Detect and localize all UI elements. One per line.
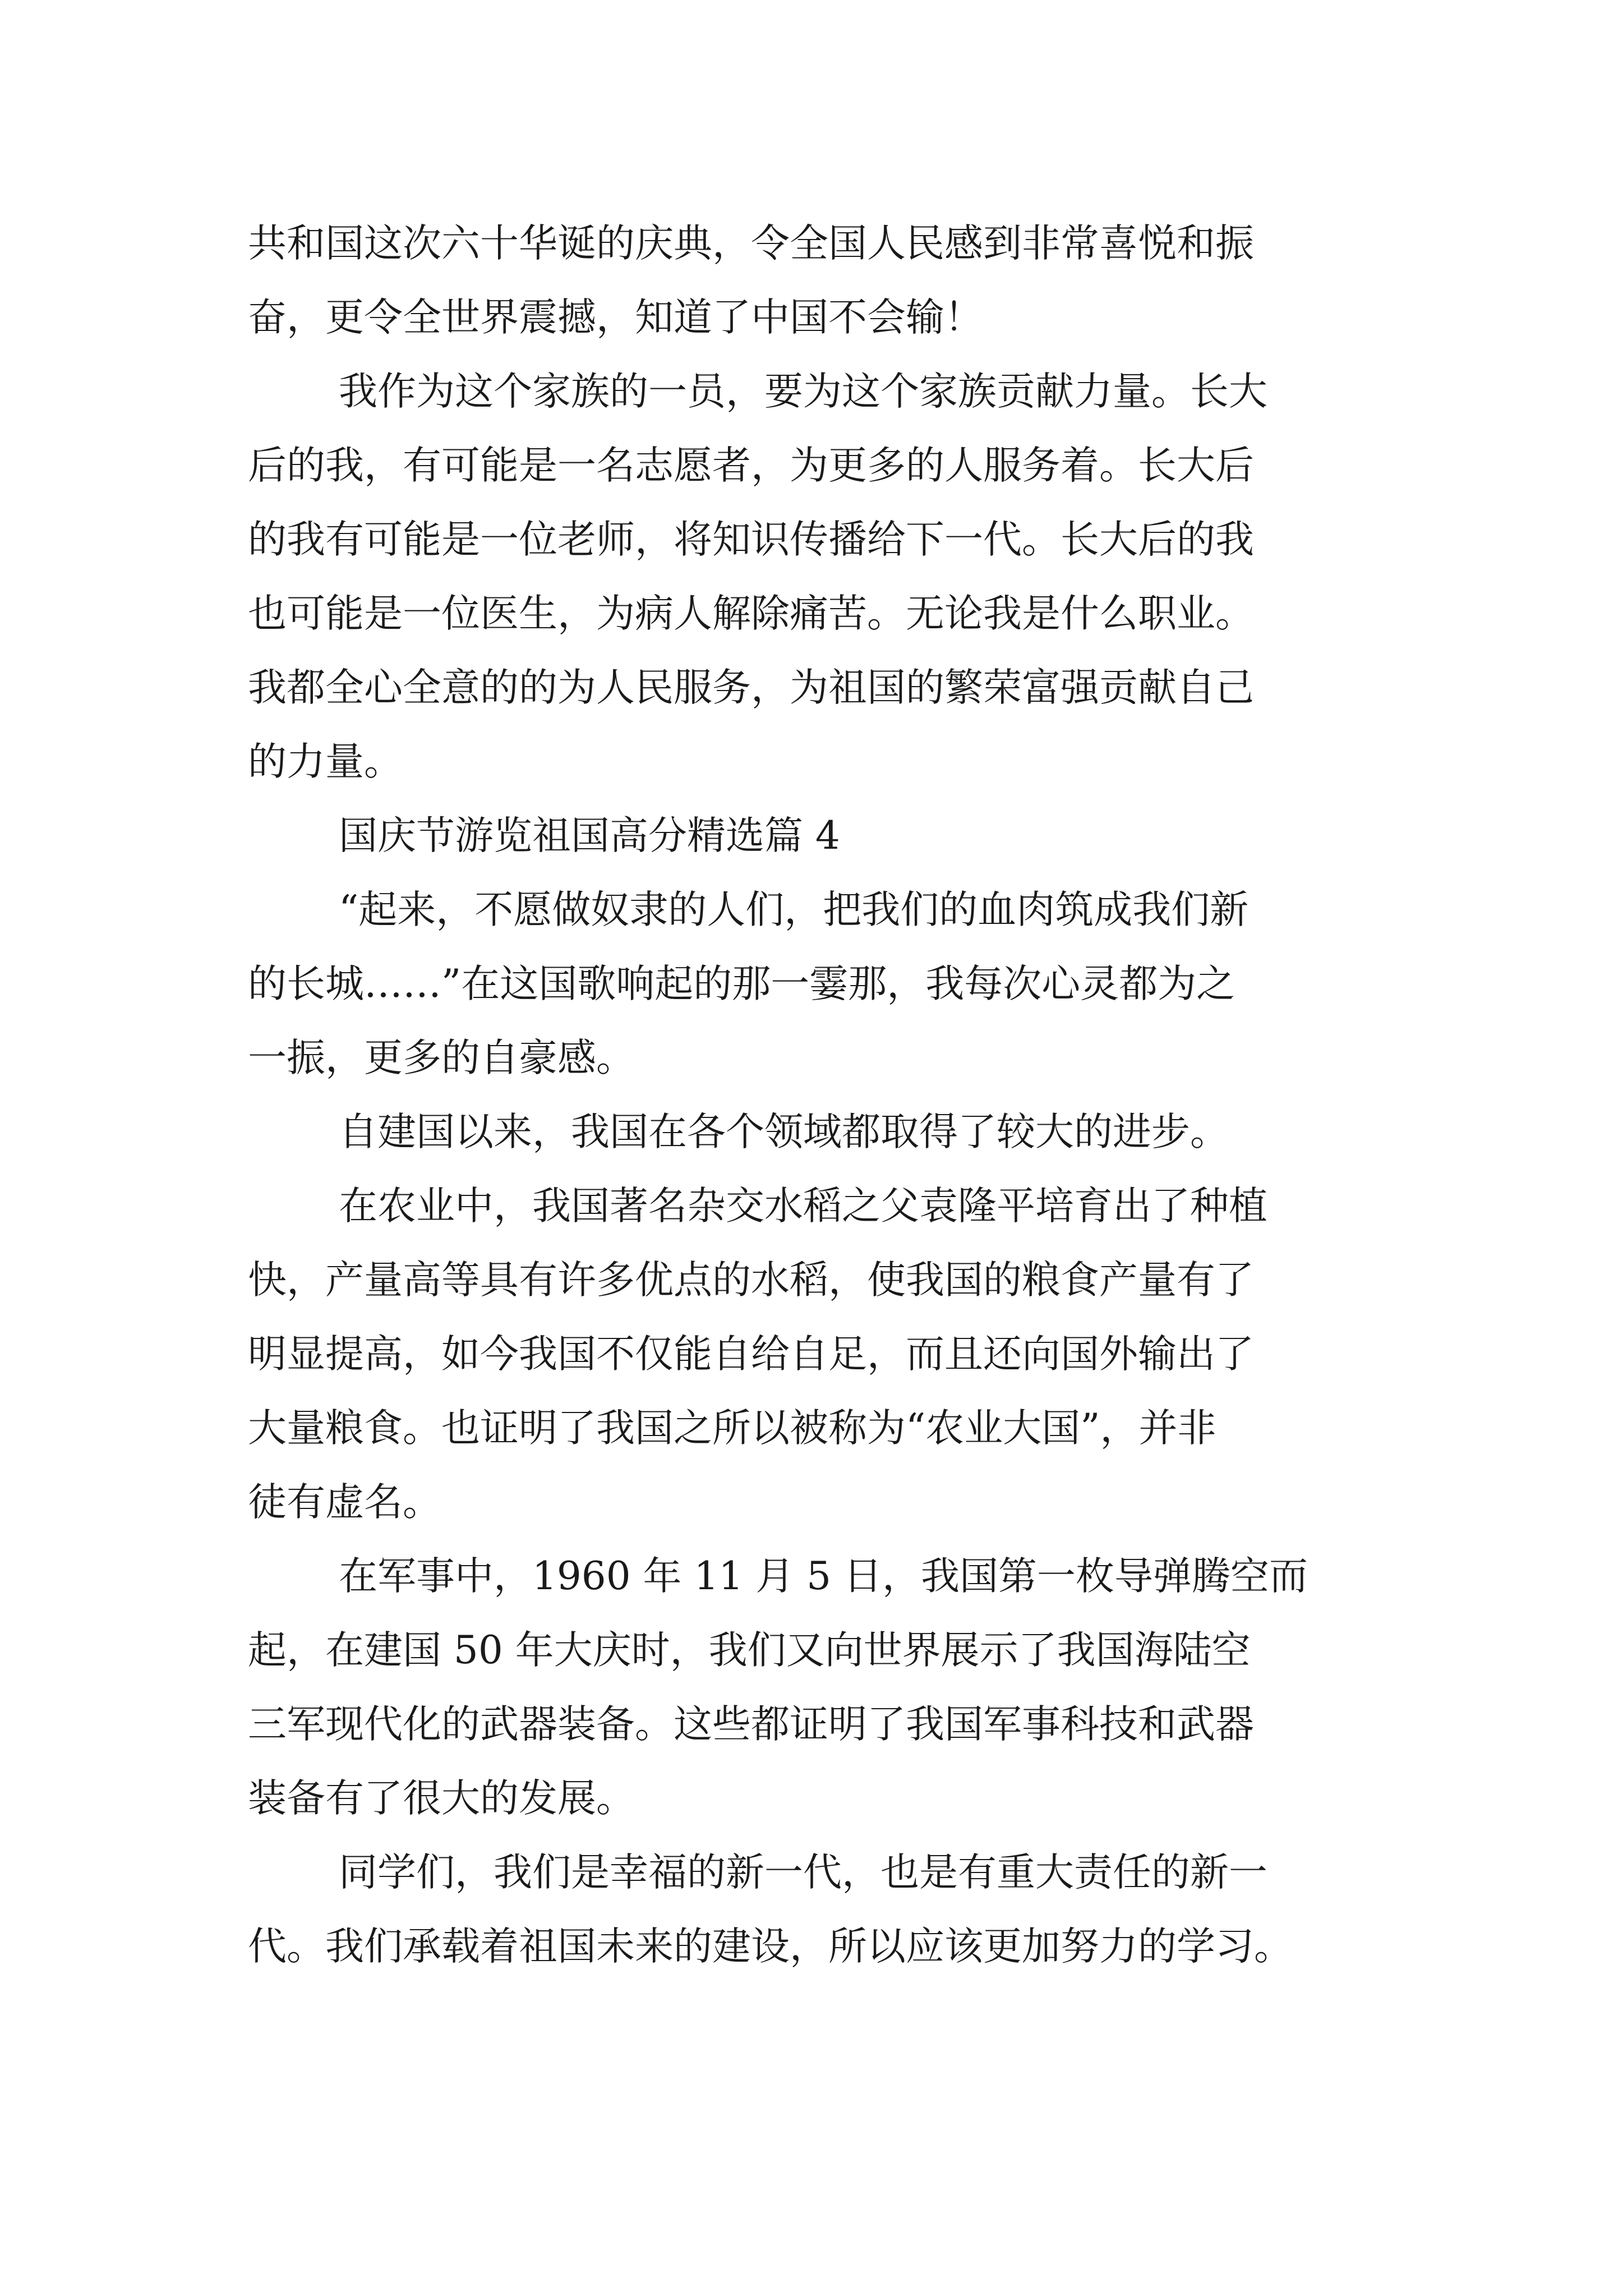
paragraph-line: 明显提高，如今我国不仅能自给自足，而且还向国外输出了 — [248, 1332, 1254, 1377]
paragraph-line: 同学们，我们是幸福的新一代，也是有重大责任的新一 — [339, 1850, 1267, 1895]
paragraph-line: 的长城……”在这国歌响起的那一霎那，我每次心灵都为之 — [248, 961, 1235, 1006]
paragraph-line: 也可能是一位医生，为病人解除痛苦。无论我是什么职业。 — [248, 591, 1254, 636]
paragraph-line: 的力量。 — [248, 739, 403, 784]
paragraph-line: 的我有可能是一位老师，将知识传播给下一代。长大后的我 — [248, 517, 1254, 562]
paragraph-line: 三军现代化的武器装备。这些都证明了我国军事科技和武器 — [248, 1702, 1254, 1747]
paragraph-line: 在农业中，我国著名杂交水稻之父袁隆平培育出了种植 — [339, 1184, 1267, 1228]
paragraph-line: 代。我们承载着祖国未来的建设，所以应该更加努力的学习。 — [248, 1924, 1293, 1969]
paragraph-line: 后的我，有可能是一名志愿者，为更多的人服务着。长大后 — [248, 443, 1254, 488]
paragraph-line: 奋，更令全世界震撼，知道了中国不会输！ — [248, 295, 983, 340]
paragraph-line: 共和国这次六十华诞的庆典，令全国人民感到非常喜悦和振 — [248, 221, 1254, 266]
paragraph-line: 自建国以来，我国在各个领域都取得了较大的进步。 — [339, 1110, 1229, 1154]
paragraph-line: 我都全心全意的的为人民服务，为祖国的繁荣富强贡献自己 — [248, 665, 1254, 710]
paragraph-line: 大量粮食。也证明了我国之所以被称为“农业大国”，并非 — [248, 1406, 1216, 1451]
paragraph-line: 装备有了很大的发展。 — [248, 1776, 635, 1821]
section-heading: 国庆节游览祖国高分精选篇 4 — [339, 813, 840, 858]
paragraph-line: 徒有虚名。 — [248, 1480, 441, 1525]
paragraph-line: 我作为这个家族的一员，要为这个家族贡献力量。长大 — [339, 369, 1267, 414]
paragraph-line: 起，在建国 50 年大庆时，我们又向世界展示了我国海陆空 — [248, 1628, 1251, 1673]
paragraph-line: 一振，更多的自豪感。 — [248, 1036, 635, 1080]
paragraph-line: 快，产量高等具有许多优点的水稻，使我国的粮食产量有了 — [248, 1258, 1254, 1303]
paragraph-line: “起来，不愿做奴隶的人们，把我们的血肉筑成我们新 — [339, 887, 1249, 932]
paragraph-line: 在军事中，1960 年 11 月 5 日，我国第一枚导弹腾空而 — [339, 1554, 1308, 1599]
